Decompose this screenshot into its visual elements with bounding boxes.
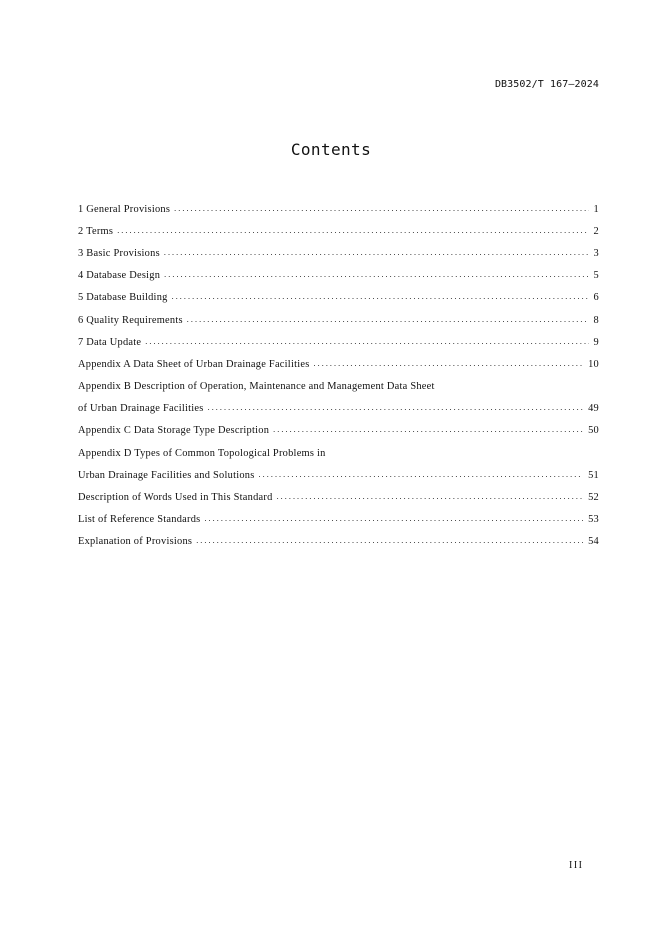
toc-entry-explanation[interactable]: [78, 531, 599, 553]
dot-leader: [277, 492, 584, 501]
dot-leader: [259, 470, 584, 479]
toc-entry-page: 49: [588, 403, 599, 415]
toc-entry-data-update[interactable]: [78, 331, 599, 353]
toc-entry-label: Description of Words Used in This Standard: [78, 492, 273, 504]
toc-entry-appendix-c[interactable]: [78, 420, 599, 442]
dot-leader: [172, 292, 589, 301]
toc-entry-label: List of Reference Standards: [78, 514, 201, 526]
toc-entry-page: 51: [588, 469, 599, 481]
toc-entry-page: 53: [588, 514, 599, 526]
toc-entry-page: 52: [588, 492, 599, 504]
toc-entry-page: 50: [588, 425, 599, 437]
toc-entry-label: 2 Terms: [78, 225, 114, 237]
toc-entry-appendix-d-line-2[interactable]: [78, 464, 599, 486]
toc-entry-page: 9: [593, 336, 599, 348]
toc-entry-label: 5 Database Building: [78, 292, 168, 304]
page-title: Contents: [290, 140, 372, 159]
toc-entry-appendix-b-line-1[interactable]: [78, 376, 599, 398]
toc-entry-basic-provisions[interactable]: [78, 242, 599, 264]
toc-entry-page: 54: [588, 536, 599, 548]
toc-entry-appendix-a[interactable]: [78, 353, 599, 375]
toc-entry-reference-standards[interactable]: [78, 509, 599, 531]
toc-entry-page: 3: [593, 247, 599, 259]
toc-entry-label: Appendix D Types of Common Topological Problems in: [78, 447, 326, 459]
toc-entry-appendix-d-line-1[interactable]: [78, 442, 599, 464]
toc-entry-label: 6 Quality Requirements: [78, 314, 183, 326]
dot-leader: [117, 226, 588, 235]
dot-leader: [164, 248, 589, 257]
toc-entry-label: Appendix B Description of Operation, Maintenance and Management Data Sheet: [78, 381, 435, 393]
dot-leader: [145, 337, 588, 346]
toc-entry-label: of Urban Drainage Facilities: [78, 403, 204, 415]
dot-leader: [204, 514, 583, 523]
toc-entry-label: Appendix A Data Sheet of Urban Drainage Facilities: [78, 358, 310, 370]
toc-entry-page: 5: [593, 270, 599, 282]
toc-entry-label: 4 Database Design: [78, 270, 161, 282]
dot-leader: [314, 359, 584, 368]
toc-entry-label: Urban Drainage Facilities and Solutions: [78, 469, 255, 481]
toc-entry-label: Explanation of Provisions: [78, 536, 193, 548]
dot-leader: [164, 270, 588, 279]
dot-leader: [174, 204, 588, 213]
dot-leader: [187, 315, 589, 324]
toc-entry-appendix-b-line-2[interactable]: [78, 398, 599, 420]
toc-entry-database-design[interactable]: [78, 265, 599, 287]
toc-entry-label: 1 General Provisions: [78, 203, 171, 215]
document-code: DB3502/T 167—2024: [494, 79, 599, 90]
toc-entry-page: 6: [593, 292, 599, 304]
toc-entry-page: 10: [588, 358, 599, 370]
toc-entry-label: Appendix C Data Storage Type Description: [78, 425, 270, 437]
table-of-contents: [78, 198, 599, 553]
toc-entry-page: 2: [593, 225, 599, 237]
toc-entry-page: 8: [593, 314, 599, 326]
toc-entry-page: 1: [593, 203, 599, 215]
dot-leader: [196, 536, 583, 545]
toc-entry-general-provisions[interactable]: [78, 198, 599, 220]
toc-entry-quality-requirements[interactable]: [78, 309, 599, 331]
page-number: III: [569, 860, 584, 871]
dot-leader: [208, 403, 584, 412]
toc-entry-words-used[interactable]: [78, 486, 599, 508]
toc-entry-label: 7 Data Update: [78, 336, 142, 348]
toc-entry-terms[interactable]: [78, 220, 599, 242]
dot-leader: [273, 425, 583, 434]
toc-entry-label: 3 Basic Provisions: [78, 247, 160, 259]
toc-entry-database-building[interactable]: [78, 287, 599, 309]
